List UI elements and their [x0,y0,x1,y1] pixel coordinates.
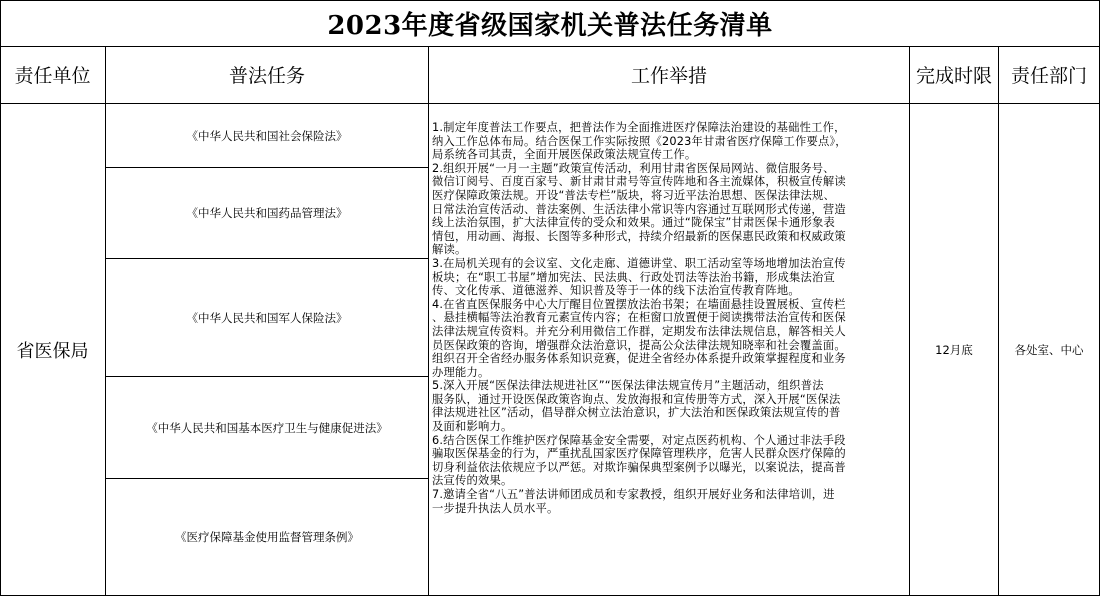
deadline-value: 12月底 [910,104,999,596]
header-unit: 责任单位 [0,46,106,104]
task-table [0,46,1100,596]
header-department: 责任部门 [999,46,1100,104]
work-measures: 1.制定年度普法工作要点，把普法作为全面推进医疗保障法治建设的基础性工作， 纳入工作总体布局。结合医保工作实际按照《2023年甘肃省医疗保障工作要点》， 局系统各司其责，全面开展医保政策法规宣传工作。 2.组织开展“一月一主题”政策宣传活动，利用甘肃省医保局网站、微信服务号、 微信订阅号、百度百家号、新甘肃甘肃号等宣传阵地和各主流媒体，积极宣传解读 医疗保障政策法规。开设“普法专栏”版块，将习近平法治思想、医保法律法规、 日常法治宣传活动、普法案例、生活法律小常识等内容通过互联网形式传递，营造 线上法治氛围，扩大法律宣传的受众和效果。通过“陇保宝”甘肃医保卡通形象表 情包，用动画、海报、长图等多种形式，持续介绍最新的医保惠民政策和权威政策 解读。 3.在局机关现有的会议室、文化走廊、道德讲堂、职工活动室等场地增加法治宣传 板块；在“职工书屋”增加宪法、民法典、行政处罚法等法治书籍，形成集法治宣 传、文化传承、道德滋养、知识普及等于一体的线下法治宣传教育阵地。 4.在省直医保服务中心大厅醒目位置摆放法治书架；在墙面悬挂设置展板、宣传栏 、悬挂横幅等法治教育元素宣传内容；在柜窗口放置便于阅读携带法治宣传和医保 法律法规宣传资料。并充分利用微信工作群，定期发布法律法规信息，解答相关人 员医保政策的咨询，增强群众法治意识，提高公众法律法规知晓率和社会覆盖面。 组织召开全省经办服务体系知识竞赛，促进全省经办体系提升政策掌握程度和业务 办理能力。 5.深入开展“医保法律法规进社区”“医保法律法规宣传月”主题活动，组织普法 服务队，通过开设医保政策咨询点、发放海报和宣传册等方式，深入开展“医保法 律法规进社区”活动，倡导群众树立法治意识，扩大法治和医保政策法规宣传的普 及面和影响力。 6.结合医保工作维护医疗保障基金安全需要，对定点医药机构、个人通过非法手段 骗取医保基金的行为，严重扰乱国家医疗保障管理秩序，危害人民群众医疗保障的 切身利益依法依规应予以严惩。对欺诈骗保典型案例予以曝光，以案说法，提高普 法宣传的效果。 7.邀请全省“八五”普法讲师团成员和专家教授，组织开展好业务和法律培训，进 一步提升执法人员水平。 [429,104,910,596]
task-item: 《中华人民共和国社会保险法》 [106,104,429,168]
department-value: 各处室、中心 [999,104,1100,596]
task-item: 《中华人民共和国军人保险法》 [106,259,429,377]
header-measures: 工作举措 [429,46,910,104]
responsible-unit: 省医保局 [0,104,106,596]
header-deadline: 完成时限 [910,46,999,104]
page-title: 2023年度省级国家机关普法任务清单 [327,10,773,41]
task-item: 《中华人民共和国药品管理法》 [106,168,429,259]
task-item: 《中华人民共和国基本医疗卫生与健康促进法》 [106,377,429,479]
header-task: 普法任务 [106,46,429,104]
task-item: 《医疗保障基金使用监督管理条例》 [106,479,429,596]
